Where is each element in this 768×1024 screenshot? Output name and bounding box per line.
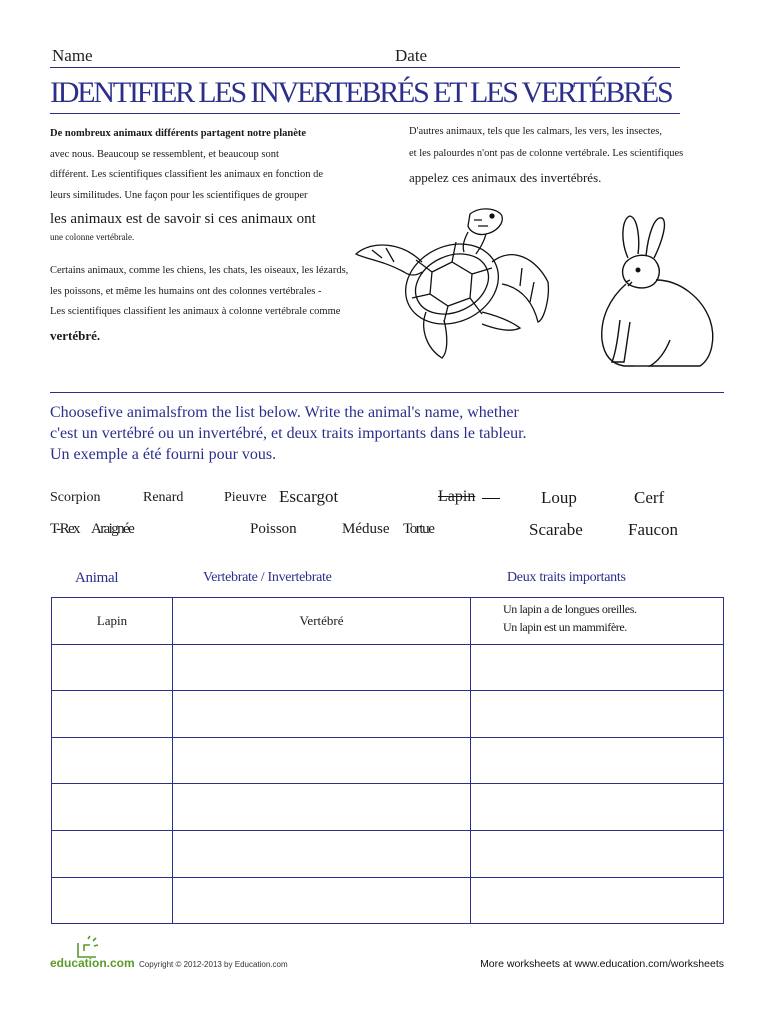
name-label: Name <box>52 46 93 65</box>
word-pieuvre: Pieuvre <box>224 490 267 505</box>
date-label: Date <box>395 46 428 65</box>
word-cerf: Cerf <box>634 488 665 507</box>
instruction-line: Un exemple a été fourni pour vous. <box>50 446 277 463</box>
table-row <box>52 784 724 831</box>
word-scorpion: Scorpion <box>50 490 101 505</box>
animal-cell[interactable] <box>52 737 173 784</box>
table-row <box>52 644 724 691</box>
table-row <box>52 877 724 924</box>
page-title: IDENTIFIER LES INVERTEBRÉS ET LES VERTÉBRÉS <box>50 76 672 109</box>
example-type-cell: Vertébré <box>173 598 471 645</box>
word-trex: T-Rex <box>50 521 79 537</box>
word-tortue: Tortue <box>403 521 434 537</box>
traits-cell[interactable] <box>471 737 724 784</box>
intro-line: les poissons, et même les humains ont des colonnes vertébrales - <box>50 286 322 297</box>
table-row <box>52 737 724 784</box>
header-vertebrate: Vertebrate / Invertebrate <box>203 570 332 585</box>
intro-line: De nombreux animaux différents partagent notre planète <box>50 128 307 139</box>
animal-cell[interactable] <box>52 784 173 831</box>
rabbit-icon <box>590 210 720 370</box>
title-rule <box>50 113 680 114</box>
word-poisson: Poisson <box>250 521 297 537</box>
type-cell[interactable] <box>173 737 471 784</box>
word-renard: Renard <box>143 490 184 505</box>
copyright-text: Copyright © 2012-2013 by Education.com <box>139 960 288 969</box>
instruction-line: c'est un vertébré ou un invertébré, et deux traits importants dans le tableur. <box>50 425 527 442</box>
intro-line: Les scientifiques classifient les animaux à colonne vertébrale comme <box>50 306 341 317</box>
type-cell[interactable] <box>173 877 471 924</box>
animal-cell[interactable] <box>52 691 173 738</box>
word-loup: Loup <box>541 488 577 507</box>
type-cell[interactable] <box>173 784 471 831</box>
traits-cell[interactable] <box>471 784 724 831</box>
header-animal: Animal <box>75 570 119 586</box>
traits-cell[interactable] <box>471 830 724 877</box>
instruction-line: Choosefive animalsfrom the list below. Write the animal's name, whether <box>50 404 519 421</box>
intro-line: vertébré. <box>50 328 101 343</box>
trait-line: Un lapin a de longues oreilles. <box>503 602 637 616</box>
table-row <box>52 598 724 645</box>
table-row <box>52 830 724 877</box>
instructions <box>50 402 570 465</box>
intro-line: appelez ces animaux des invertébrés. <box>409 170 602 185</box>
name-date-rule <box>50 67 680 68</box>
animal-cell[interactable] <box>52 877 173 924</box>
strike-tail <box>482 498 500 499</box>
intro-line: les animaux est de savoir si ces animaux ont <box>50 211 316 227</box>
animal-cell[interactable] <box>52 830 173 877</box>
traits-cell[interactable] <box>471 644 724 691</box>
turtle-icon <box>352 202 552 362</box>
type-cell[interactable] <box>173 691 471 738</box>
intro-line: leurs similitudes. Une façon pour les scientifiques de grouper <box>50 190 308 201</box>
more-worksheets-link[interactable]: More worksheets at www.education.com/worksheets <box>480 958 724 970</box>
trait-line: Un lapin est un mammifère. <box>503 620 627 634</box>
type-cell[interactable] <box>173 644 471 691</box>
word-faucon: Faucon <box>628 520 679 539</box>
word-araignee: Araignée <box>91 521 134 537</box>
word-escargot: Escargot <box>279 487 339 506</box>
intro-line: une colonne vertébrale. <box>50 232 135 242</box>
header-traits: Deux traits importants <box>507 570 626 585</box>
intro-line: D'autres animaux, tels que les calmars, les vers, les insectes, <box>409 126 662 137</box>
table-row <box>52 691 724 738</box>
section-rule <box>50 392 724 393</box>
animal-cell[interactable] <box>52 644 173 691</box>
intro-line: Certains animaux, comme les chiens, les chats, les oiseaux, les lézards, <box>50 265 349 276</box>
education-logo[interactable]: education.com <box>50 956 135 970</box>
intro-line: différent. Les scientifiques classifient les animaux en fonction de <box>50 169 324 180</box>
traits-cell[interactable] <box>471 691 724 738</box>
example-traits-cell <box>471 598 724 645</box>
word-lapin: Lapin <box>438 488 476 505</box>
answer-table <box>51 597 724 924</box>
type-cell[interactable] <box>173 830 471 877</box>
traits-cell[interactable] <box>471 877 724 924</box>
word-scarabe: Scarabe <box>529 520 583 539</box>
example-animal-cell: Lapin <box>52 598 173 645</box>
word-meduse: Méduse <box>342 521 390 537</box>
intro-line: avec nous. Beaucoup se ressemblent, et beaucoup sont <box>50 149 279 160</box>
intro-line: et les palourdes n'ont pas de colonne vertébrale. Les scientifiques <box>409 148 684 159</box>
